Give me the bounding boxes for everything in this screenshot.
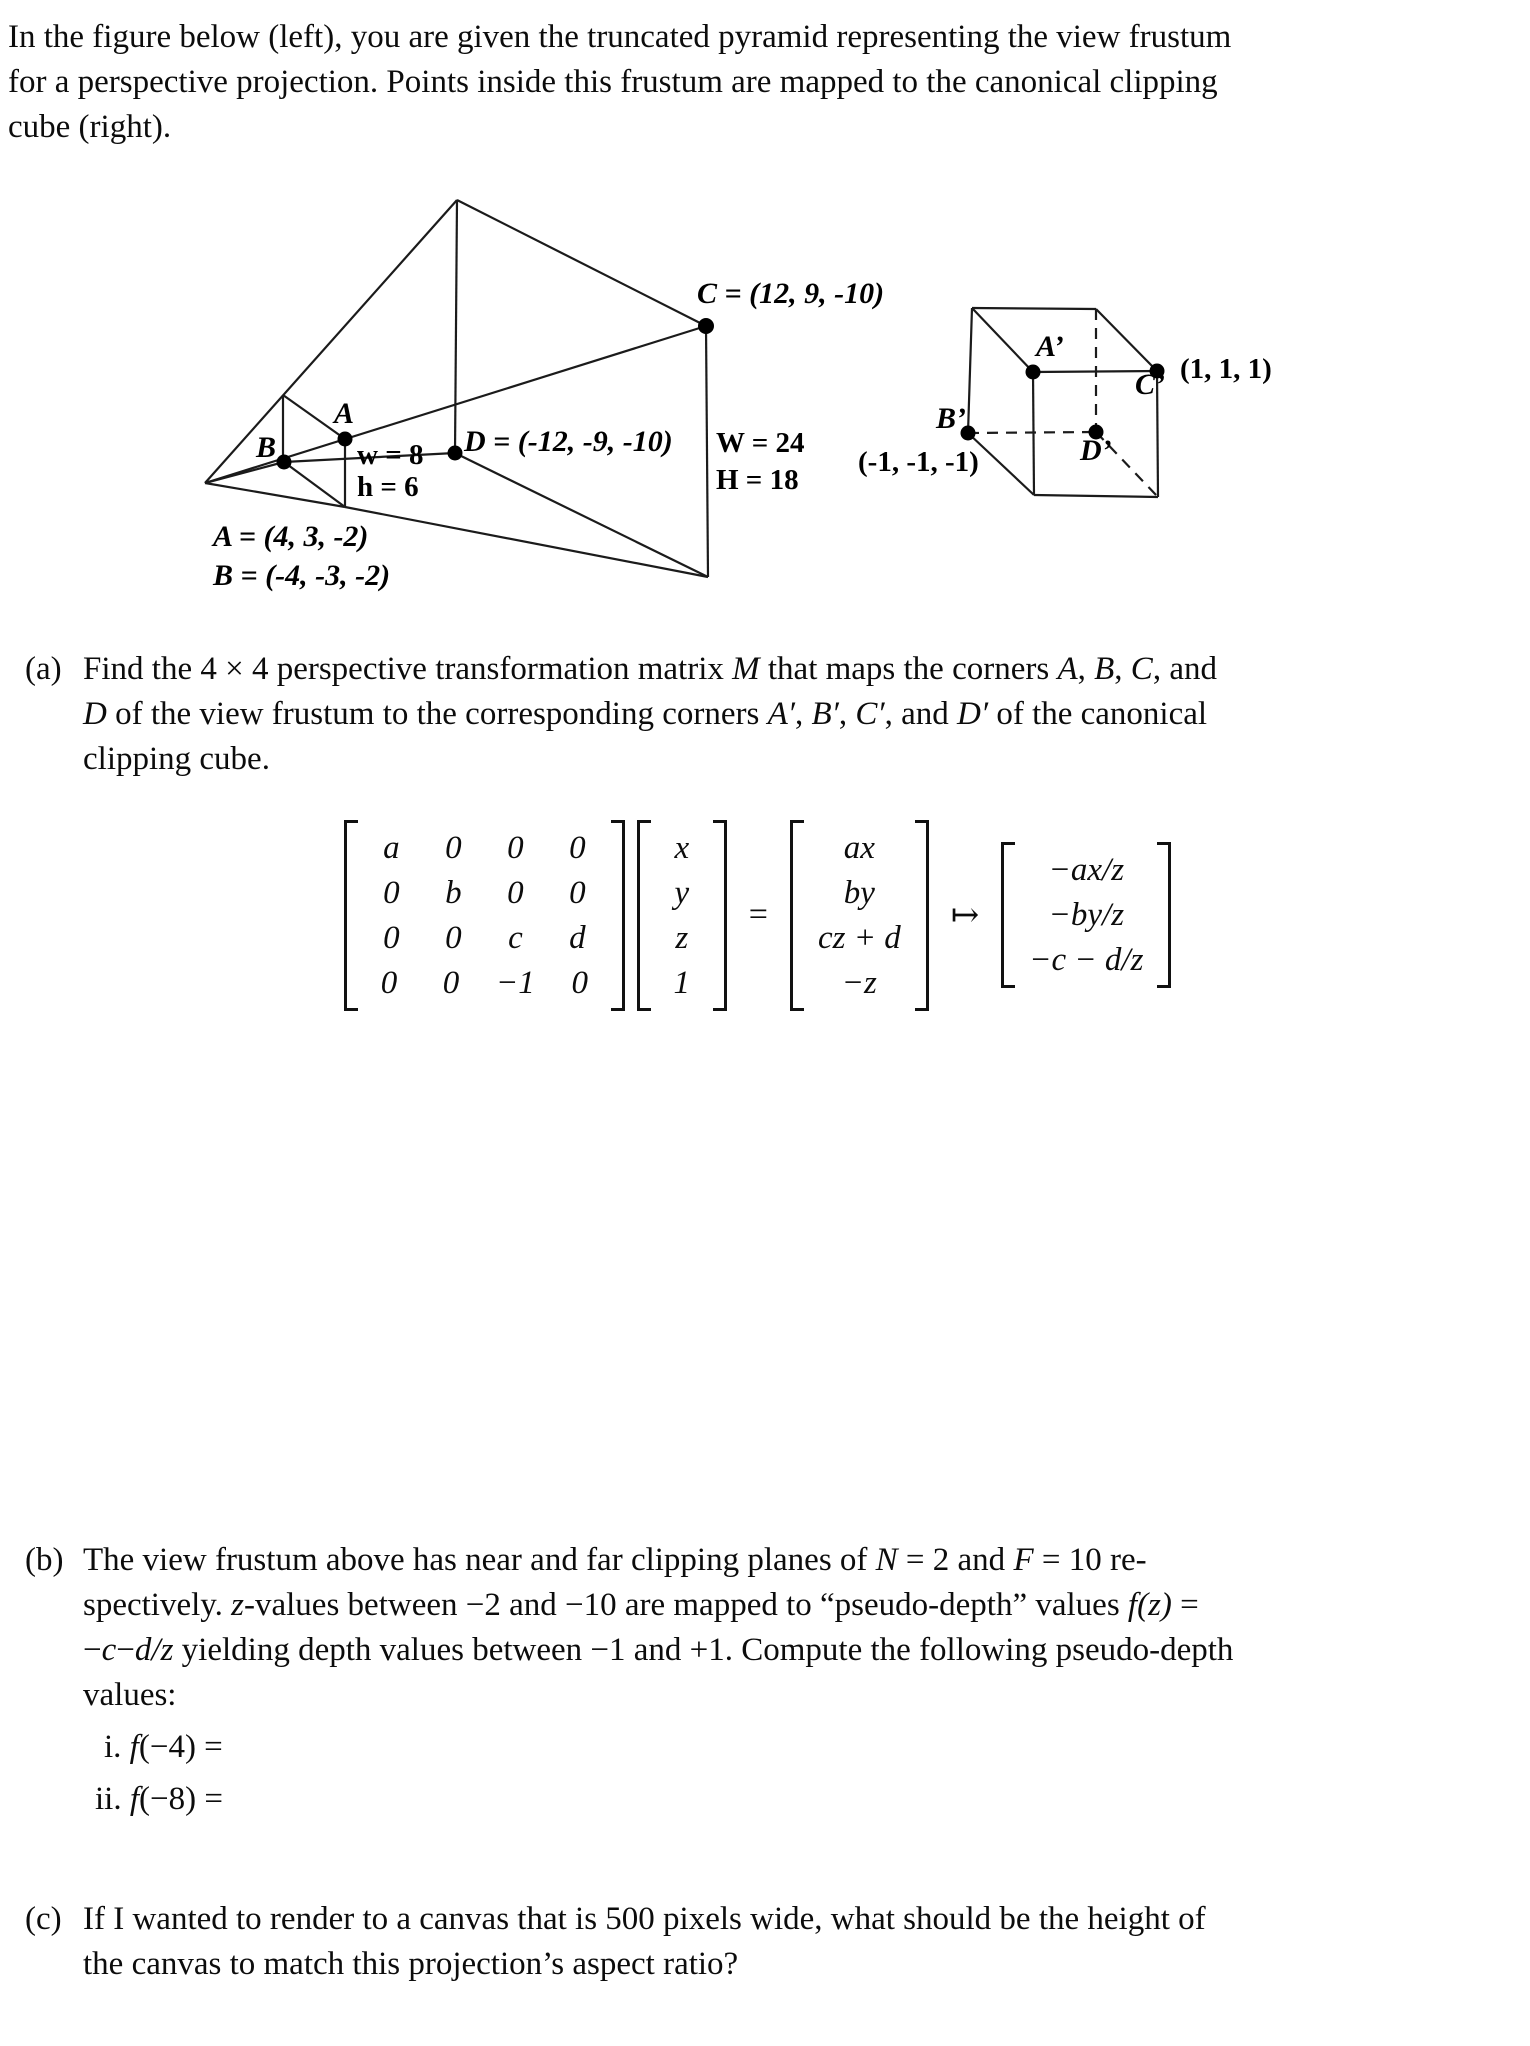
text-segment: A [1057, 651, 1078, 687]
text-segment: F [1013, 1542, 1034, 1578]
cube-edge [972, 308, 1033, 372]
far-plane-edge [455, 200, 457, 453]
matrix-row [372, 964, 597, 1002]
part-a-line-1 [25, 647, 1515, 692]
text-segment: f [129, 1781, 140, 1817]
equals-sign: = [748, 896, 768, 933]
matrix-equation [338, 823, 1177, 1007]
far-plane-edge [706, 326, 708, 577]
matrix-cell: d [569, 919, 586, 956]
text-segment: that maps the corners [759, 651, 1058, 687]
text-segment: f [129, 1729, 139, 1765]
text-segment: values: [83, 1677, 177, 1713]
text-segment: for a perspective projection. Points inside this frustum are mapped to the canonical clipping [8, 64, 1218, 100]
part-c [25, 1897, 1515, 1987]
frustum-edge [345, 507, 708, 577]
matrix-row [818, 919, 901, 957]
frustum-edge [205, 483, 345, 507]
matrix-cell: y [674, 874, 690, 911]
label-corner-min: (-1, -1, -1) [858, 446, 979, 478]
part-a-line-2 [25, 692, 1515, 737]
text-segment: c [101, 1632, 117, 1668]
part-b [25, 1538, 1515, 1718]
label-far-height: H = 18 [716, 464, 799, 496]
matrix-cell: c [508, 919, 523, 956]
part-b-label: (b) [25, 1542, 64, 1578]
cube-edge [1034, 495, 1158, 497]
label-B: B [256, 431, 277, 464]
text-segment: C′ [855, 696, 885, 732]
left-bracket [1001, 842, 1015, 988]
matrix-row [665, 829, 699, 867]
right-bracket [713, 820, 727, 1011]
matrix-M [344, 820, 625, 1011]
matrix-cell: z [675, 919, 689, 956]
text-segment: cube (right). [8, 109, 172, 145]
text-segment: of the canonical [988, 696, 1208, 732]
text-segment: = 2 and [897, 1542, 1014, 1578]
left-bracket [790, 820, 804, 1011]
mapsto-symbol: ↦ [950, 897, 980, 934]
matrix-cell: ax [843, 829, 875, 866]
part-c-line-1 [25, 1897, 1515, 1942]
text-segment: M [732, 651, 760, 687]
text-segment: = 10 re- [1033, 1542, 1147, 1578]
matrix-cell: cz + d [817, 919, 901, 956]
text-segment: z [231, 1587, 244, 1623]
matrix-cell: −by/z [1048, 897, 1125, 933]
matrix-cell: −1 [496, 964, 535, 1001]
part-b-line-4 [25, 1673, 1515, 1718]
text-segment: yielding depth values between −1 and +1. Compute the following pseudo-depth [173, 1632, 1234, 1668]
text-segment: d/z [134, 1632, 174, 1668]
label-corner-max: (1, 1, 1) [1180, 353, 1272, 385]
matrix-row [1049, 851, 1124, 889]
frustum-diagram [205, 200, 884, 592]
part-c-line-2 [25, 1942, 1515, 1987]
matrix-cell: −c − d/z [1029, 942, 1144, 978]
vector-result [790, 820, 929, 1011]
vertex-dot-C [698, 318, 714, 334]
text-segment: , [794, 696, 812, 732]
matrix-row [374, 874, 594, 912]
matrix-cell: a [383, 829, 400, 866]
label-D-coords: D = (-12, -9, -10) [464, 425, 673, 458]
cube-edge [1096, 309, 1157, 371]
part-a-line-3 [25, 737, 1515, 782]
part-b-line-3 [25, 1628, 1515, 1673]
text-segment: , [1114, 651, 1131, 687]
matrix-row [374, 919, 594, 957]
text-segment: The view frustum above has near and far clipping planes of [83, 1542, 876, 1578]
matrix-cell: 0 [445, 919, 462, 956]
matrix-cell: x [674, 829, 690, 866]
text-segment: If I wanted to render to a canvas that is 500 pixels wide, what should be the height of [83, 1901, 1206, 1937]
text-segment: D′ [957, 696, 989, 732]
matrix-row [842, 829, 876, 867]
label-A-prime: A’ [1036, 330, 1064, 363]
label-near-width: w = 8 [357, 439, 424, 471]
label-far-width: W = 24 [716, 427, 805, 459]
vertex-dot-A-prime [1026, 365, 1041, 380]
part-a [25, 647, 1515, 782]
cube-diagram [858, 308, 1272, 497]
vector-xyz1 [637, 820, 727, 1011]
matrix-cell: 0 [571, 964, 589, 1001]
text-segment: D [83, 696, 107, 732]
cube-edge [968, 308, 972, 433]
left-bracket [637, 820, 651, 1011]
matrix-row [1029, 941, 1143, 979]
matrix-cell: 0 [380, 964, 398, 1001]
text-segment: B′ [811, 696, 839, 732]
text-segment: of the view frustum to the corresponding corners [106, 696, 768, 732]
far-plane-edge [455, 453, 708, 577]
text-segment: the canvas to match this projection’s aspect ratio? [83, 1946, 739, 1982]
cube-hidden-edge [968, 432, 1096, 433]
matrix-cell: by [843, 874, 875, 911]
matrix-cell: 0 [507, 829, 524, 866]
matrix-cell: 0 [445, 829, 462, 866]
label-B-prime: B’ [936, 402, 966, 435]
part-b-line-1 [25, 1538, 1515, 1583]
matrix-row [1049, 896, 1124, 934]
matrix-row [842, 874, 876, 912]
text-segment: − [83, 1632, 102, 1668]
matrix-cell: b [445, 874, 462, 911]
text-segment: spectively. [83, 1587, 232, 1623]
matrix-cell: 0 [383, 919, 400, 956]
near-plane-edge [284, 462, 345, 507]
part-b-line-2 [25, 1583, 1515, 1628]
matrix-cell: 0 [383, 874, 400, 911]
text-segment: (−4) = [138, 1729, 223, 1765]
vertex-dot-A [338, 432, 353, 447]
matrix-row [374, 829, 594, 867]
matrix-cell: 0 [569, 829, 586, 866]
matrix-row [842, 964, 877, 1002]
label-A-coords: A = (4, 3, -2) [213, 520, 369, 553]
vertex-dot-B [277, 455, 292, 470]
right-bracket [611, 820, 625, 1011]
label-near-height: h = 6 [357, 471, 419, 503]
text-segment: ii. [95, 1781, 130, 1817]
text-segment: i. [104, 1729, 130, 1765]
frustum-edge [205, 462, 284, 483]
text-segment: , and [1152, 651, 1217, 687]
matrix-row [665, 874, 699, 912]
text-segment: C [1130, 651, 1153, 687]
matrix-cell: 0 [569, 874, 586, 911]
matrix-cell: 0 [507, 874, 524, 911]
right-bracket [1157, 842, 1171, 988]
matrix-cell: −ax/z [1048, 852, 1125, 888]
text-segment: In the figure below (left), you are given the truncated pyramid representing the view frustum [8, 19, 1232, 55]
label-C-prime: C’ [1135, 368, 1165, 401]
part-a-label: (a) [25, 651, 62, 687]
text-segment: , [1077, 651, 1095, 687]
text-segment: Find the 4 × 4 perspective transformation matrix [83, 651, 733, 687]
matrix-cell: −z [841, 964, 877, 1001]
text-segment: = [1171, 1587, 1199, 1623]
text-segment: − [116, 1632, 135, 1668]
text-segment: , [838, 696, 856, 732]
text-segment: A′ [767, 696, 795, 732]
far-plane-edge [457, 200, 706, 326]
part-b-item-i [104, 1725, 223, 1770]
label-B-coords: B = (-4, -3, -2) [213, 559, 391, 592]
text-segment: f(z) [1127, 1587, 1172, 1623]
left-bracket [344, 820, 358, 1011]
text-segment: -values between −2 and −10 are mapped to “pseudo-depth” values [244, 1587, 1128, 1623]
matrix-cell: 1 [673, 964, 691, 1001]
text-segment: (−8) = [139, 1781, 223, 1817]
text-segment: N [875, 1542, 898, 1578]
matrix-row [665, 964, 699, 1002]
label-A: A [334, 397, 355, 430]
matrix-cell: 0 [442, 964, 460, 1001]
part-b-item-ii [95, 1777, 223, 1822]
label-D-prime: D’ [1080, 434, 1112, 467]
vector-projected [1001, 842, 1171, 988]
label-C-coords: C = (12, 9, -10) [697, 277, 885, 310]
vertex-dot-D [448, 446, 463, 461]
matrix-row [665, 919, 699, 957]
right-bracket [915, 820, 929, 1011]
text-segment: clipping cube. [83, 741, 270, 777]
cube-edge [972, 308, 1096, 309]
part-c-label: (c) [25, 1901, 62, 1937]
text-segment: B [1094, 651, 1115, 687]
figure-diagram [0, 0, 1530, 650]
text-segment: , and [884, 696, 958, 732]
